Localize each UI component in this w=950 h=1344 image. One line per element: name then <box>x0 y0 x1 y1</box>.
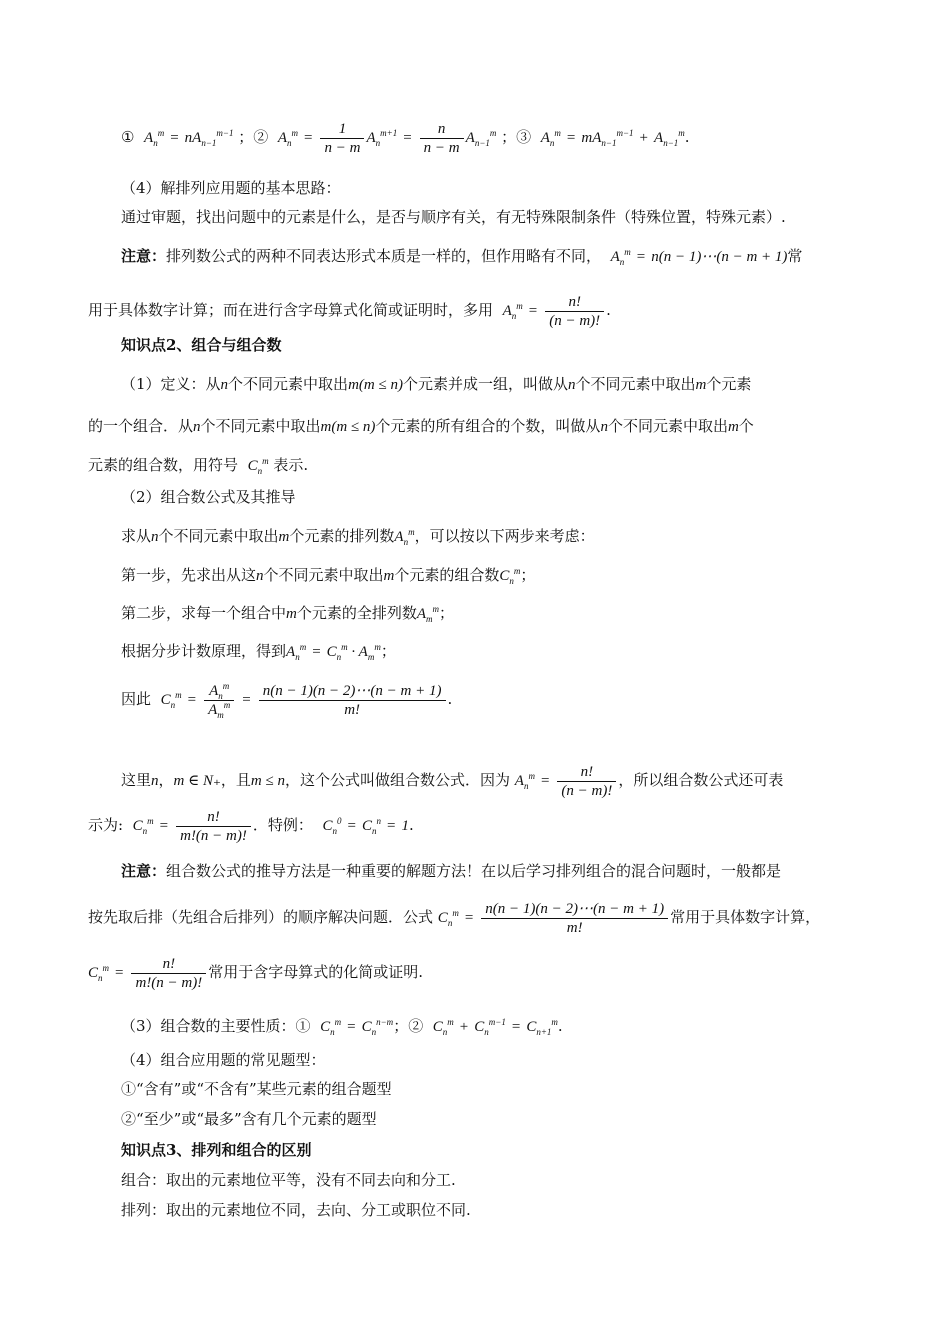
definition-line-3: 元素的组合数，用符号 $C_n^m$ 表示. <box>88 456 309 476</box>
definition-line-2: 的一个组合．从n个不同元素中取出m(m ≤ n)个元素的所有组合的个数，叫做从n个不同元素中取出m个 <box>88 417 754 435</box>
section-4b-heading: （4）组合应用题的常见题型： <box>121 1051 326 1069</box>
type-1: ①“含有”或“不含有”某些元素的组合题型 <box>121 1080 392 1098</box>
therefore-line: 因此 $C_n^m$ = $\frac{A_n^m}{A_m^m}$ = $\frac{n(n - 1)(n - 2)\cdots(n - m + 1)}{m!}$ . <box>121 681 453 721</box>
definition-line-1: （1）定义：从n个不同元素中取出m(m ≤ n)个元素并成一组，叫做从n个不同元素中取出m个元素 <box>121 375 752 393</box>
note-2-line-3: $C_n^m$ = $\frac{n!}{m!(n - m)!}$ 常用于含字母算式的化简或证明. <box>88 956 424 992</box>
section-2-heading: （2）组合数公式及其推导 <box>121 488 296 506</box>
note-1-line-2: 用于具体数字计算；而在进行含字母算式化简或证明时，多用 $A_n^m$ = $\frac{n!}{(n - m)!}$ . <box>88 294 611 330</box>
derivation-line-2: 第一步，先求出从这n个不同元素中取出m个元素的组合数$C_n^m$； <box>121 566 536 586</box>
section-4-heading: （4）解排列应用题的基本思路： <box>121 179 341 197</box>
perm-properties-line: ① $A_n^m = nA_{n-1}^{m-1}$ ；② $A_n^m$ = $\frac{1}{n - m}$ $A_n^{m+1}$ = $\frac{n}{n - m}$ $A_{n-1}^m$ ；③ $A_n^m = mA_{n-1}^{m-1} + A_{n-1}^m$. <box>121 121 690 156</box>
properties-line: （3）组合数的主要性质：① $C_n^m = C_n^{n-m}$；② $C_n^m + C_n^{m-1} = C_{n+1}^m$. <box>121 1017 563 1037</box>
section-4-body: 通过审题，找出问题中的元素是什么，是否与顺序有关，有无特殊限制条件（特殊位置，特殊元素）. <box>121 208 786 226</box>
derivation-line-4: 根据分步计数原理，得到$A_n^m = C_n^m \cdot A_m^m$； <box>121 642 396 662</box>
permutation-difference: 排列：取出的元素地位不同，去向、分工或职位不同. <box>121 1201 471 1219</box>
knowledge-point-3-heading: 知识点3、排列和组合的区别 <box>121 1141 312 1159</box>
derivation-line-3: 第二步，求每一个组合中m个元素的全排列数$A_m^m$； <box>121 604 455 624</box>
derivation-line-1: 求从n个不同元素中取出m个元素的排列数$A_n^m$，可以按以下两步来考虑： <box>121 527 595 547</box>
type-2: ②“至少”或“最多”含有几个元素的题型 <box>121 1110 377 1128</box>
note-2-line-1: 注意：组合数公式的推导方法是一种重要的解题方法！在以后学习排列组合的混合问题时，一般都是 <box>121 862 782 880</box>
note-2-line-2: 按先取后排（先组合后排列）的顺序解决问题．公式 $C_n^m$ = $\frac{n(n - 1)(n - 2)\cdots(n - m + 1)}{m!}$ 常用于具体数字计算， <box>88 901 821 937</box>
combination-difference: 组合：取出的元素地位平等，没有不同去向和分工. <box>121 1171 456 1189</box>
note-1-line-1: 注意：排列数公式的两种不同表达形式本质是一样的，但作用略有不同， $A_n^m = n(n$ − 1)⋯(n − m + 1)常 <box>121 247 803 267</box>
here-line-2: 示为: $C_n^m$ = $\frac{n!}{m!(n - m)!}$ ．特例： $C_n^0 = C_n^n = 1$. <box>88 809 414 845</box>
knowledge-point-2-heading: 知识点2、组合与组合数 <box>121 336 282 354</box>
here-line: 这里n，m ∈ N₊，且m ≤ n，这个公式叫做组合数公式．因为 $A_n^m$ = $\frac{n!}{(n - m)!}$ ，所以组合数公式还可表 <box>121 764 784 800</box>
